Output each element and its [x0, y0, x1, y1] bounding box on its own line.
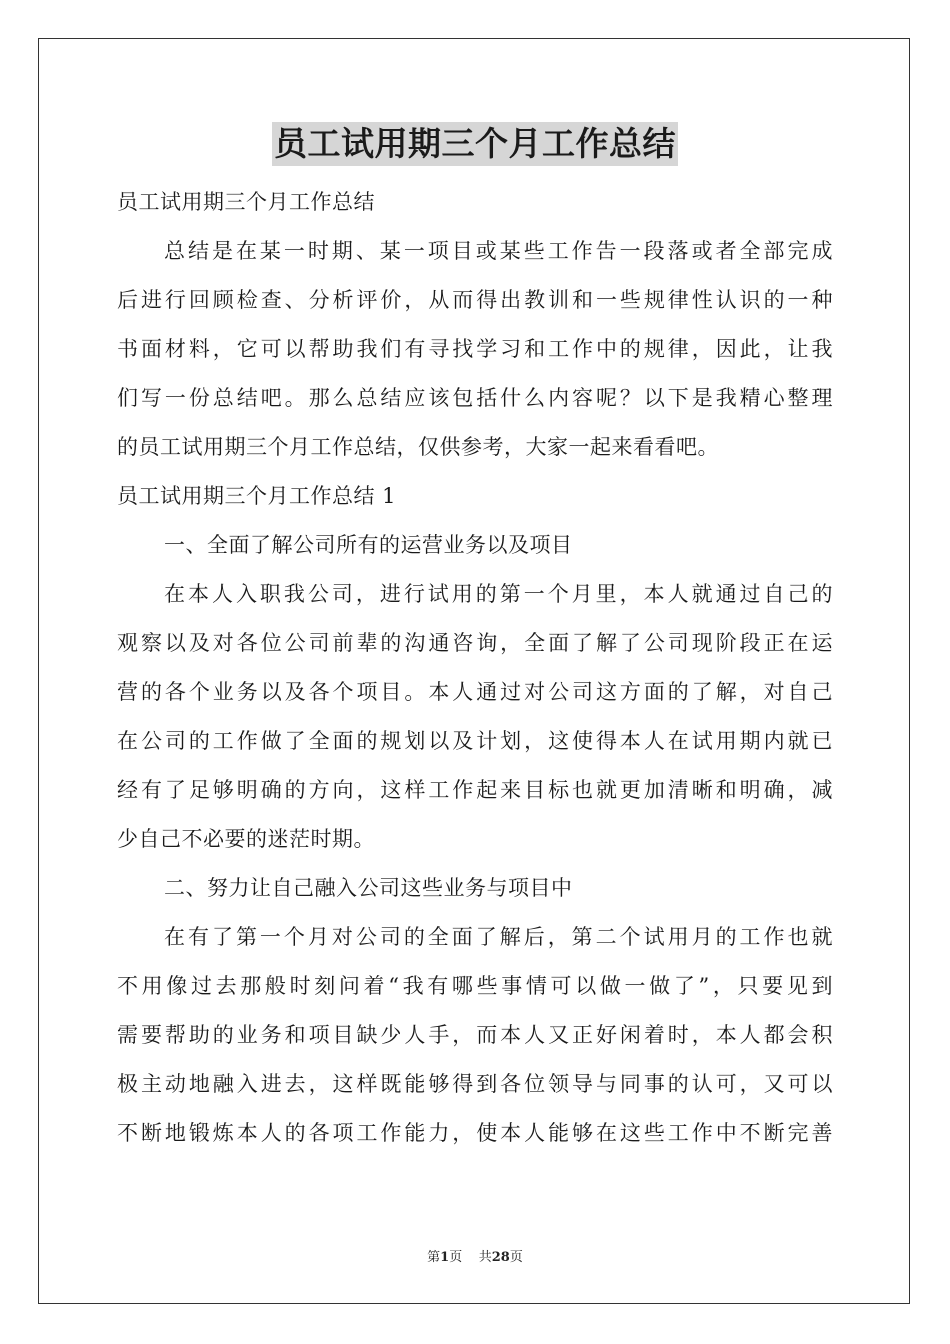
intro-line: 们写一份总结吧。那么总结应该包括什么内容呢？以下是我精心整理: [117, 386, 833, 410]
point1-line: 经有了足够明确的方向，这样工作起来目标也就更加清晰和明确，减: [117, 778, 833, 802]
point1-line: 营的各个业务以及各个项目。本人通过对公司这方面的了解，对自己: [117, 680, 833, 704]
intro-line: 的员工试用期三个月工作总结，仅供参考，大家一起来看看吧。: [117, 435, 719, 459]
section-heading: 员工试用期三个月工作总结 1: [117, 484, 397, 508]
page-total: 28: [491, 1250, 510, 1265]
document-body: [117, 178, 833, 1158]
point2-line: 需要帮助的业务和项目缺少人手，而本人又正好闲着时，本人都会积: [117, 1023, 833, 1047]
page-footer: [0, 1246, 950, 1265]
total-prefix: 共: [478, 1250, 492, 1265]
page-prefix: 第: [427, 1250, 441, 1265]
title-wrap: [0, 122, 950, 166]
page-current: 1: [440, 1250, 450, 1265]
subtitle: 员工试用期三个月工作总结: [117, 190, 375, 214]
page-suffix: 页: [449, 1250, 463, 1265]
point2-line: 极主动地融入进去，这样既能够得到各位领导与同事的认可，又可以: [117, 1072, 833, 1096]
intro-line: 后进行回顾检查、分析评价，从而得出教训和一些规律性认识的一种: [117, 288, 833, 312]
point2-line: 不断地锻炼本人的各项工作能力，使本人能够在这些工作中不断完善: [117, 1121, 833, 1145]
total-suffix: 页: [509, 1250, 523, 1265]
point1-heading: 一、全面了解公司所有的运营业务以及项目: [164, 533, 573, 557]
intro-line: 总结是在某一时期、某一项目或某些工作告一段落或者全部完成: [164, 239, 833, 263]
point1-line: 观察以及对各位公司前辈的沟通咨询，全面了解了公司现阶段正在运: [117, 631, 833, 655]
intro-line: 书面材料，它可以帮助我们有寻找学习和工作中的规律，因此，让我: [117, 337, 833, 361]
point2-line: 在有了第一个月对公司的全面了解后，第二个试用月的工作也就: [164, 925, 833, 949]
point1-line: 在本人入职我公司，进行试用的第一个月里，本人就通过自己的: [164, 582, 833, 606]
point2-heading: 二、努力让自己融入公司这些业务与项目中: [164, 876, 573, 900]
point1-line: 在公司的工作做了全面的规划以及计划，这使得本人在试用期内就已: [117, 729, 833, 753]
point2-line: 不用像过去那般时刻问着“我有哪些事情可以做一做了”，只要见到: [117, 974, 833, 998]
point1-line: 少自己不必要的迷茫时期。: [117, 827, 375, 851]
document-title: 员工试用期三个月工作总结: [272, 122, 678, 166]
